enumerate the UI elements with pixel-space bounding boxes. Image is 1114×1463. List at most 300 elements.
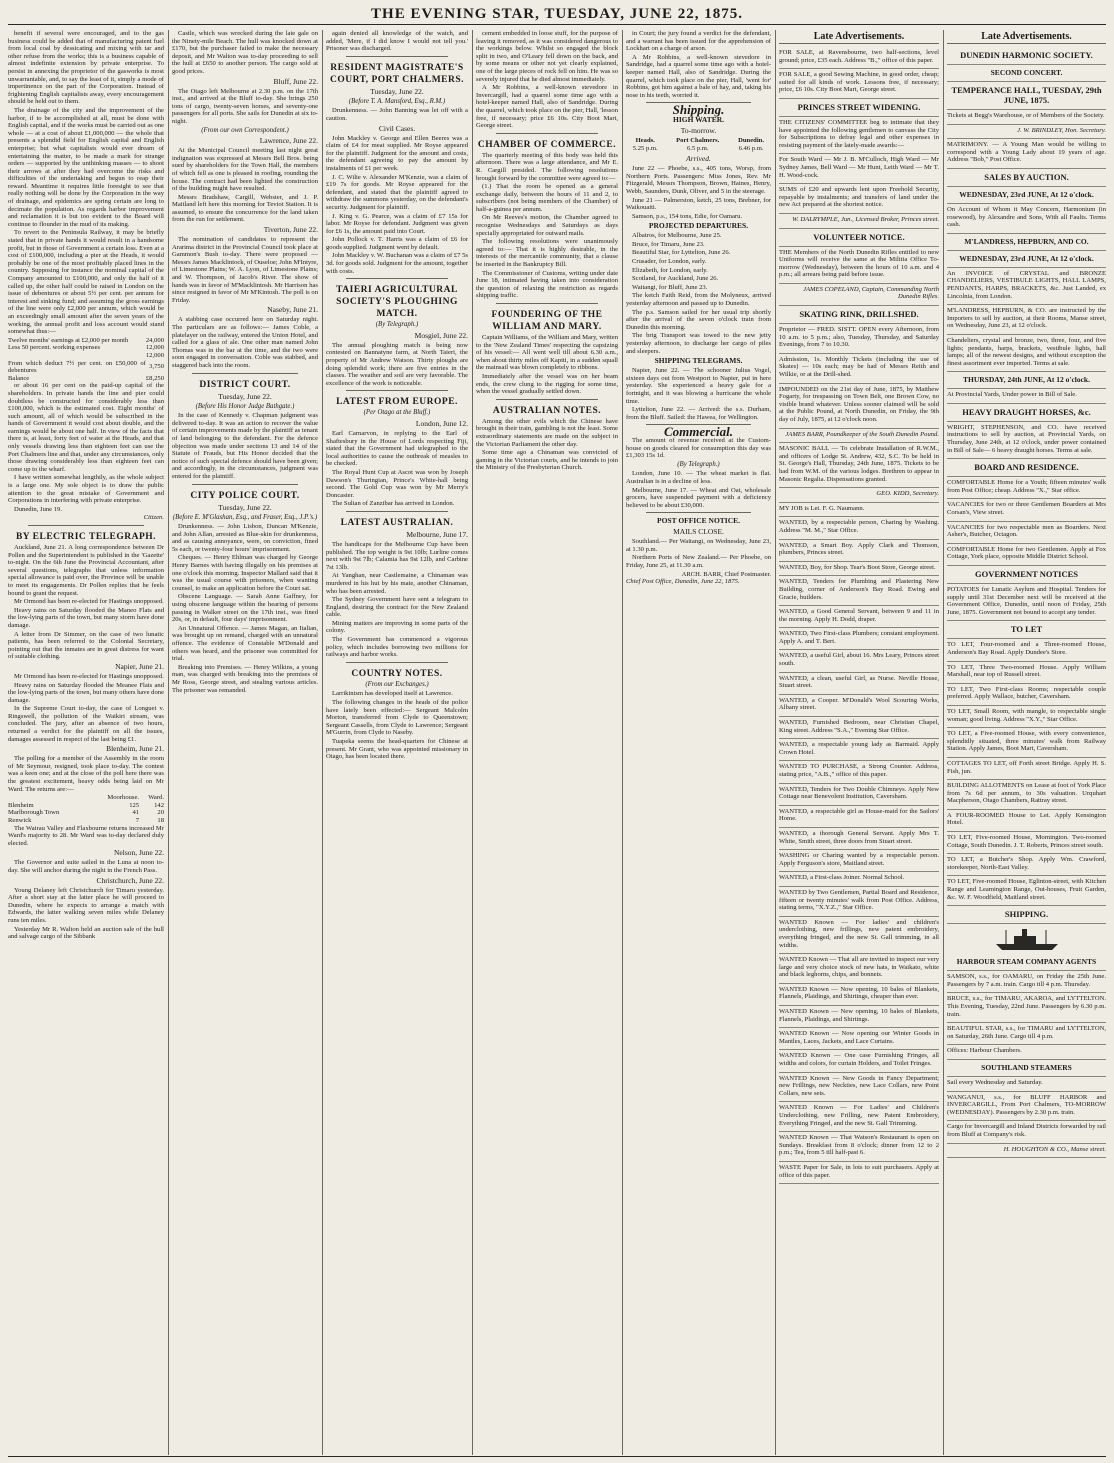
article-paragraph: Mr Ormond has been re-elected for Hastings unopposed.	[14, 598, 164, 606]
separator	[646, 512, 751, 513]
advertisement	[779, 517, 939, 539]
col5-paras-g	[626, 538, 771, 569]
ad-text: SAMSON, s.s., for OAMARU, on Friday the 25th June. Passengers by 7 a.m. train. Cargo till 4 p.m. Thursday.	[947, 973, 1106, 988]
ad-text: WANTED, a First-class Joiner. Normal School.	[779, 874, 905, 882]
article-paragraph: Castle, which was wrecked during the late gale on the Ninety-mile Beach. The hull was knocked down at £170, but the purchaser failed to make the necessary deposit, and Mr Walton was to-day proceeding to sell the hull at £650 to another person. The cargo sold at good prices.	[172, 30, 318, 75]
advertisement	[779, 324, 939, 354]
australian-heading: LATEST AUSTRALIAN.	[340, 517, 454, 528]
dateline: Lawrence, June 22.	[259, 136, 318, 146]
advertisement	[779, 117, 939, 154]
advertisement	[947, 305, 1106, 335]
article-paragraph: To revert to the Peninsula Railway, it may be briefly stated that in private hands it would result in a handsome profit, but in those of Government a certain loss. Even at a cost of £100,000, including a pier at the Heads, it would probably be one of the most profitably placed lines in the country. Supposing for instance the nominal capital of the Company amounted to £100,000, and only the half of it called up, the other half could be raised in London on the issue of debentures or about 5½ per cent. per annum for interest and sinking fund; and assuming the gross earnings of the line were only £2,000 per annum, which would be an exceedingly small amount after the seven years of the working, the annual profit and loss account would stand somewhat thus:—	[8, 229, 164, 336]
article-paragraph: Young Delaney left Christchurch for Timaru yesterday. After a short stay at the latter place he will proceed to Dunedin, where he expects to arrange a match with Edwards, the latter walking seven miles while Delaney runs ten miles.	[8, 886, 164, 924]
col2-paras-e	[172, 316, 318, 369]
by-telegraph: (By Telegraph.)	[375, 321, 419, 329]
ad-text: WANTED, Tenders for Two Double Chimneys. Apply New Cottage near Benevolent Institution, Caversham.	[779, 785, 939, 801]
ad-text: WANTED, a thorough General Servant. Apply Mrs T. White, Smith street, three doors from Stuart street.	[779, 829, 939, 845]
col2-paras-g	[172, 523, 318, 694]
article-paragraph: Heavy rains on Saturday flooded the Maneo Flats and the low-lying parts of the town, but many storm have done damage.	[8, 606, 164, 629]
steamship-icon	[947, 926, 1106, 952]
advertisement	[779, 739, 939, 761]
col2-paras-d	[172, 236, 318, 304]
ad-text: FOR SALE, a good Sewing Machine, in good order, cheap; suited for all kinds of work. Lessons free, if necessary; price, £6 10s. City Boot Mart, George street.	[779, 71, 939, 94]
dateline: Mosgiel, June 22.	[414, 330, 468, 340]
article-paragraph: Earl Carnarvon, in replying to the Earl of Shaftesbury in the House of Lords respecting Fiji, stated that the Government had telegraphed to the local authorities to cause the outbreak of measles to be checked.	[326, 430, 468, 468]
calc-row	[8, 344, 164, 352]
col4-paras-a	[476, 30, 618, 130]
ad-text: Cargo for Invercargill and Inland Districts forwarded by rail from Bluff at Company's risk.	[947, 1123, 1106, 1138]
article-paragraph: The annual ploughing match is being now contested on Bannatyne farm, at North Taieri, the property of Mr Andrew Watson. Thirty ploughs are doing splendid work; there are five entries in the classes. The weather and soil are very favorable. The excellence of the work is noticeable.	[326, 341, 468, 387]
col3-paras-e	[326, 430, 468, 508]
ad-text: WANTED Known — Now opening our Winter Goods in Mantles, Laces, Jackets, and Lace Curtains.	[779, 1030, 939, 1045]
advertisement	[947, 372, 1106, 389]
ad-text: WANTED Known — New opening, 10 bales of Blankets, Flannels, Plaidings, and Shirtings.	[779, 1008, 939, 1023]
advertisement	[779, 872, 939, 887]
advertisement	[947, 810, 1106, 832]
article-paragraph: The nomination of candidates to represent the Ararima district in the Provincial Council took place at Gammon's Bush to-day. There were proposed — Messrs James Macklintock, of Ouseloe; John M'Intyre, of Limestone Plains; W. A. Lyon, of Limestone Plains; and W. Thompson, of Jacob's River. The show of hands was in favor of M'Macklintosh. Mr Harrison has since resigned in favor of Mr M'Kintosh. The poll is on Friday.	[172, 236, 318, 304]
col1-paras-e	[8, 755, 164, 793]
correspondent-note: (From our own Correspondent.)	[201, 126, 289, 134]
article-paragraph: Northern Ports of New Zealand.— Per Phoebe, on Friday, June 25, at 11.30 a.m.	[626, 554, 771, 570]
police-court-heading: CITY POLICE COURT.	[190, 490, 300, 501]
high-water-heading: HIGH WATER.	[673, 114, 724, 124]
separator	[346, 390, 448, 391]
article-paragraph: Drunkenness. — John Banning was let off with a caution.	[326, 107, 468, 122]
article-paragraph: John Pollock v. T. Harris was a claim of £6 for goods supplied. Judgment went by default.	[326, 236, 468, 251]
shipping-telegrams-heading: SHIPPING TELEGRAMS.	[654, 356, 743, 366]
ad-text: SKATING RINK, DRILLSHED.	[799, 309, 919, 320]
col2-paras-f	[172, 412, 318, 480]
separator	[346, 662, 448, 663]
europe-source: (Per Otago at the Bluff.)	[363, 409, 431, 417]
article-paragraph: Auckland, June 21. A long correspondence between Dr Pollen and the Superintendent is published in the 'Gazette' to-night. On the 6th June the Provincial Accountant, after several questions, telegraphs that unless information special allowance is paid over, the Province will be unable to meet its engagements. Dr Pollen replies that he feels bound to grant the request.	[8, 544, 164, 597]
tomorrow-label: To-morrow.	[680, 125, 717, 135]
ad-text: WANTED Known — New Goods in Fancy Department; new Frillings, new Neckties, new Lace Collars, new Point Collars, new sets.	[779, 1074, 939, 1097]
advertisement	[947, 758, 1106, 780]
advertisement	[947, 876, 1106, 906]
advertisement	[947, 422, 1106, 459]
advertisement	[779, 354, 939, 384]
ad-text: TO LET, Four-roomed and a Three-roomed House, Anderson's Bay Road. Apply Dundee's Store.	[947, 641, 1106, 656]
ad-text: WANTED, Boy, for Shop. Tear's Boot Store, George street.	[779, 563, 936, 571]
ad-text: SALES BY AUCTION.	[984, 171, 1069, 182]
letter-signature: Citizen.	[143, 514, 164, 522]
article-paragraph: Mining matters are improving in some parts of the colony.	[326, 619, 468, 635]
advertisement	[947, 1023, 1106, 1045]
article-paragraph: Scotland, for Auckland, June 26.	[632, 275, 719, 283]
court-judge: (Before E. M'Glashan, Esq., and Fraser, Esq., J.P.'s.)	[172, 513, 318, 521]
col1-paras-b	[8, 382, 164, 513]
advertisement	[779, 214, 939, 229]
column-divider	[322, 30, 323, 1455]
ad-text: WASTE Paper for Sale, in lots to suit purchasers. Apply at office of this paper.	[779, 1163, 939, 1179]
dateline: Tiverton, June 22.	[263, 225, 318, 235]
advertisement	[779, 606, 939, 628]
article-paragraph: The Otago left Melbourne at 2.30 p.m. on the 17th inst., and arrived at the Bluff to-day. She brings 250 tons of cargo, twenty-seven horses, and seventy-one passengers for all ports. She sails for Dunedin at six to-night.	[172, 87, 318, 125]
ad-text: WANTED Known — Now opening, 10 bales of Blankets, Flannels, Plaidings, and Shirtings, cheaper than ever.	[779, 985, 939, 1001]
article-paragraph: John Mackley v. W. Buchanan was a claim of £7 5s 3d. for goods sold. Judgment for the amount, together with costs.	[326, 252, 468, 275]
separator	[192, 484, 298, 485]
article-paragraph: Drunkenness. — John Lisbon, Duncan M'Kenzie, and John Allan, arrested as Blue-skin for drunkenness, and as causing annoyance, were, on conviction, fined 5s each, or twenty-four hours' imprisonment.	[172, 523, 318, 553]
advertisement	[779, 503, 939, 518]
article-paragraph: The following resolutions were unanimously agreed to:— That it is highly desirable, in the interests of the mercantile community, that a clause be inserted in the Bankruptcy Bill.	[476, 238, 618, 269]
ad-text: JAMES COPELAND, Captain, Commanding North Dunedin Rifles.	[803, 285, 939, 301]
advertisement	[779, 488, 939, 503]
article-paragraph: On Mr Reeves's motion, the Chamber agreed to recognise Wednesdays and Saturdays as days specially appropriated for outward mails.	[476, 214, 618, 237]
advertisement	[947, 204, 1106, 234]
advertisement	[947, 139, 1106, 169]
ad-text: For South Ward — Mr J. B. M'Culloch, High Ward — Mr Sydney James, Bell Ward — Mr Hunt, Leith Ward — Mr T. H. Wood-cock.	[779, 156, 939, 179]
column-3	[326, 30, 468, 1455]
poll-cell: 142	[154, 801, 164, 809]
ad-text: WANGANUI, s.s., for BLUFF HARBOR and INVERCARGILL, From Port Chalmers, TO-MORROW (WEDNESDAY). Passengers by 2.30 p.m. train.	[947, 1093, 1106, 1116]
advertisement	[779, 850, 939, 872]
ad-text: WANTED Known — For Ladies' and Children's Underclothing, new Frilling, new Patent Embroidery, Everything Fringed, and the new St. Gall Trimming.	[779, 1104, 939, 1127]
article-paragraph: June 21 — Palmerston, ketch, 25 tons, Brebner, for Waikouaiti.	[626, 196, 771, 212]
advertisement	[947, 662, 1106, 684]
ad-section-heading	[947, 621, 1106, 639]
article-paragraph: Beautiful Star, for Lyttelton, June 26.	[632, 249, 731, 257]
ad-text: WANTED Known — That Watson's Restaurant is open on Sundays. Breakfast from 8 o'clock; dinner from 12 to 2 p.m.; Tea, from 5 till half-past 6.	[779, 1134, 939, 1157]
poll-cell	[8, 794, 89, 802]
ad-text: SECOND CONCERT.	[990, 68, 1063, 77]
ad-text: Chandeliers, crystal and bronze, two, three, four, and five lights; pendants, harps, brackets, vestibule lights, hall lamps; all of the newest designs, and without exception the finest assortment ever imported. Terms at sale.	[947, 336, 1106, 367]
poll-cell: Moorhouse.	[107, 794, 140, 802]
advertisement	[779, 806, 939, 828]
separator	[496, 303, 598, 304]
poll-cell: 18	[157, 817, 164, 824]
calc-label	[8, 352, 146, 360]
advertisement	[947, 971, 1106, 993]
article-paragraph: A stabbing case occurred here on Saturday night. The particulars are as follows:— James Coble, a platelayer on the railway, entered the Union Hotel, and called for a glass of ale. One other man named John Thomas was in the bar at the time, and the two were soon engaged in conversation. Coble was stabbed, and staggered back into the room.	[172, 316, 318, 369]
ad-section-heading	[947, 459, 1106, 477]
calc-label: Twelve months' earnings at £2,000 per month	[8, 336, 129, 344]
tide-place: Heads.	[635, 136, 655, 144]
article-paragraph: Captain Williams, of the William and Mary, written to the 'New Zealand Times' respecting the capsizing of his vessel:— All went well till about 6.30 a.m., when about thirty miles off Kapiti, in a sudden squall the mainsail was blown completely to ribbons.	[476, 334, 618, 372]
ad-text: TO LET, a Butcher's Shop. Apply Wm. Crawford, storekeeper, North-East Valley.	[947, 856, 1106, 871]
postmaster-signature: ARCH. BARR, Chief Postmaster.	[681, 570, 771, 578]
post-office-heading: POST OFFICE NOTICE.	[656, 516, 740, 526]
column-4	[476, 30, 618, 1455]
ad-text: At Provincial Yards, Under power in Bill of Sale.	[947, 391, 1077, 399]
poll-row	[8, 817, 164, 825]
ad-text: WANTED, Tenders for Plumbing and Plastering New Building, corner of Anderson's Bay Road. Ewing and Gracie, builders.	[779, 578, 939, 601]
ad-text: SUMS of £20 and upwards lent upon Freehold Security, repayable by instalments; and transfers of land under the new Act prepared at the shortest notice.	[779, 186, 939, 209]
dateline: Naseby, June 21.	[267, 305, 318, 315]
calc-value: £8,250	[145, 374, 164, 382]
advertisement	[947, 335, 1106, 372]
column-divider	[943, 30, 944, 1455]
advertisement	[947, 251, 1106, 268]
article-paragraph: Larrikinism has developed itself at Lawrence.	[332, 690, 453, 698]
calc-row	[8, 360, 164, 375]
column-divider	[775, 30, 776, 1455]
ad-section-heading	[947, 906, 1106, 924]
article-paragraph: J. King v. G. Pearce, was a claim of £7 15s for labor. Mr Royse for defendant. Judgment was given for £6 1s, the amount paid into Court.	[326, 212, 468, 235]
advertisement	[947, 584, 1106, 621]
advertisement	[947, 1060, 1106, 1077]
separator	[28, 525, 144, 526]
ad-text: WANTED, a Good General Servant, between 9 and 11 in the morning. Apply H. Dodd, draper.	[779, 608, 939, 623]
advertisement	[779, 1162, 939, 1184]
ad-text: M'LANDRESS, HEPBURN, AND CO.	[964, 236, 1089, 246]
projected-departures-heading: PROJECTED DEPARTURES.	[648, 221, 749, 231]
article-paragraph: The handicaps for the Melbourne Cup have been published. The top weight is 9st 10lb; Lurline comes next with 9st 7lb; Calamia has 9st 12lb, and Carbine 7st 13lb.	[326, 540, 468, 571]
article-paragraph: The following changes in the heads of the police have lately been effected:— Sergeant Malcolm Morton, transferred from Clyde to Queenstown; Sergeant Cassells, from Clyde to Lawrence; Sergeant M'Gurrin, from Clyde to Naseby.	[326, 699, 468, 737]
article-paragraph: I have written somewhat lengthily, as the whole subject is a large one. My sole object is to draw the public attention to the great mistake of Government and Corporations in interfering with private enterprise.	[8, 474, 164, 505]
ad-section-heading	[779, 229, 939, 247]
court-judge: (Before His Honor Judge Bathgate.)	[195, 402, 295, 410]
column-6	[779, 30, 939, 1455]
commercial-heading: Commercial.	[664, 424, 733, 440]
article-paragraph: Southland.— Per Waitangi, on Wednesday, June 23, at 1.30 p.m.	[626, 538, 771, 553]
article-paragraph: The Governor and suite sailed in the Luna at noon to-day. She will anchor during the night in the French Pass.	[8, 859, 164, 874]
advertisement	[947, 389, 1106, 404]
ad-text: Admission, 1s. Monthly Tickets (including the use of Skates) — 10s each; may be had of Messrs Reith and Wilkie, or at the Drill-shed.	[779, 355, 939, 379]
ad-text: COTTAGES TO LET, off Forth street Bridge. Apply H. S. Fish, jun.	[947, 759, 1106, 775]
advertisement	[947, 706, 1106, 728]
ad-text: BOARD AND RESIDENCE.	[974, 462, 1079, 473]
late-ads-heading: Late Advertisements.	[779, 30, 939, 44]
ad-text: MATRIMONY. — A Young Man would be willing to correspond with a Young Lady about 19 years of age. Address "Bob," Post Office.	[947, 141, 1106, 164]
tide-time: 5.25 p.m.	[632, 144, 658, 152]
ad-text: WANTED, Furnished Bedroom, near Christian Chapel, King street. Address "S.A.," Evening Star Office.	[779, 719, 939, 734]
article-paragraph: The p.s. Samson sailed for her usual trip shortly after the arrival of the seven o'clock train from Dunedin this morning.	[626, 308, 771, 331]
ad-text: BEAUTIFUL STAR, s.s., for TIMARU and LYTTELTON, on Saturday, 26th June. Cargo till 4 p.m.	[947, 1025, 1106, 1040]
ad-text: WANTED, a respectable young lady as Barmaid. Apply Crown Hotel.	[779, 741, 939, 756]
ad-text: WRIGHT, STEPHENSON, and CO. have received instructions to sell by auction, at Provincial Yards, on Thursday, June 24th, at 12 o'clock, under power contained in Bill of Sale— 6 heavy draught horses. Terms at sale.	[947, 423, 1106, 454]
article-paragraph: At Yanghan, near Castlemaine, a Chinaman was murdered in his hut by his mate, another Chinaman, who has been arrested.	[326, 572, 468, 595]
calc-row	[8, 375, 164, 383]
ad-text: Proprietor — FRED. SISTT. OPEN every Afternoon, from 10 a.m. to 5 p.m.; also, Tuesday, Thursday, and Saturday Evenings, from 7 to 10.30.	[779, 326, 939, 349]
col3-paras-c	[326, 135, 468, 276]
article-paragraph: The Sultan of Zanzibar has arrived in London.	[332, 500, 455, 508]
ad-text: J. W. BRINDLEY, Hon. Secretary.	[1017, 126, 1106, 134]
poll-cell: 41	[132, 809, 140, 817]
article-paragraph: June 22 — Phoebe, s.s., 405 tons, Worsp, from Northern Ports. Passengers: Miss Jones, Rev. Mr Fitzgerald, Messrs Thompson, Brown, Haines, Henry, Webb, Saunders, Dunk, Oliver, and 5 in the steerage.	[626, 165, 771, 195]
dateline: Nelson, June 22.	[114, 848, 164, 858]
article-paragraph: A Mr Robbins, a well-known stevedore in Invercargill, had a quarrel some time ago with a hotel-keeper named Hall, also of Sandridge. During the quarrel, which took place on the pier, Hall, 'lesson free, if necessary; price £6 10s. City Boot Mart, George street.	[476, 84, 618, 130]
ad-section-heading	[779, 306, 939, 324]
advertisement	[779, 954, 939, 984]
advertisement	[779, 284, 939, 306]
advertisement	[779, 562, 939, 577]
advertisement	[947, 544, 1106, 566]
advertisement	[779, 443, 939, 488]
article-paragraph: Immediately after the vessel was on her beam ends, the crew clung to the rigging for some time, when the vessel gradually settled down.	[476, 372, 618, 396]
ad-text: POTATOES for Lunatic Asylum and Hospital. Tenders for supply until 31st December next will be received at the Government Office, Dunedin, until noon of Friday, 25th June, 1875. Government not bound to accept any tender.	[947, 586, 1106, 616]
article-paragraph: Elizabeth, for London, early.	[632, 266, 708, 274]
advertisement	[779, 47, 939, 69]
article-paragraph: Obscene Language. — Sarah Anne Gaffney, for using obscene language within the hearing of persons passing in Walker street on the 17th inst., was fined 20s, or, in default, four days' imprisonment.	[172, 593, 318, 624]
advertisement	[779, 429, 939, 444]
separator	[346, 278, 448, 279]
col2-paras-b	[172, 88, 318, 126]
ad-text: WANTED TO PURCHASE, a Strong Counter. Address, stating price, "A.B.," office of this paper.	[779, 763, 939, 778]
ad-text: VOLUNTEER NOTICE.	[813, 231, 905, 242]
advertisement	[947, 639, 1106, 661]
ad-text: MY JOB is Let. F. G. Naumann.	[779, 504, 865, 512]
col3-paras-g	[326, 690, 468, 760]
ad-text: WANTED Known — One case Furnishing Fringes, all widths and colors, for curtain Holders, and Toilet Fringes.	[779, 1052, 939, 1068]
advertisement	[947, 125, 1106, 140]
ad-text: SOUTHLAND STEAMERS	[981, 1062, 1072, 1072]
ad-text: WANTED by Two Gentlemen, Partial Board and Residence, fifteen or twenty minutes' walk from Post Office. Address, stating terms, "X.Y.Z.," Star Office.	[779, 888, 939, 912]
advertisement	[947, 477, 1106, 499]
dateline: Christchurch, June 22.	[96, 875, 164, 885]
ad-text: WEDNESDAY, 23rd JUNE, At 12 o'clock.	[959, 189, 1094, 199]
col5-paras-d	[626, 367, 771, 421]
col1-paras-c	[8, 544, 164, 661]
col5-paras-a	[626, 30, 771, 99]
ad-text: TO LET, Five-roomed House, Eglinton-street, with Kitchen Range and Leamington Range, Out-houses, Fruit Garden, &c. W. F. Woodfield, Maitland street.	[947, 878, 1106, 901]
dateline: London, June 12.	[415, 419, 468, 428]
col5-paras-e	[626, 437, 771, 460]
ad-text: Tickets at Begg's Warehouse, or of Members of the Society.	[947, 112, 1105, 119]
advertisement	[947, 854, 1106, 876]
william-mary-heading: FOUNDERING OF THE WILLIAM AND MARY.	[491, 310, 603, 332]
ad-text: TEMPERANCE HALL, TUESDAY, 29th JUNE, 1875.	[951, 85, 1102, 105]
civil-cases-heading: Civil Cases.	[378, 123, 416, 133]
column-divider	[472, 30, 473, 1455]
advertisement	[779, 69, 939, 99]
separator	[346, 511, 448, 512]
separator	[192, 373, 298, 374]
ad-section-heading	[947, 47, 1106, 65]
court-date: Tuesday, June 22.	[370, 86, 424, 96]
advertisement	[947, 1121, 1106, 1143]
article-paragraph: The drainage of the city and the improvement of the harbor, if to be accomplished at all, must be done with English capital, and if the works must be carried out as one whole — at a cost of about £1,000,000 — the whole that presents a splendid field for English capital and English enterprise; but what capitalists would ever dream of entertaining the matter, to be made a mark for strange orders — supported by the unthinking masses — to shoot their arrows at after they had overcome the risks and difficulties of the undertaking and begun to reap their reward. Meantime it requires little foresight to see that really nothing will be done by the Corporation in the way of drainage, and epidemics are spring certain are long to decimate the population. As regards harbor improvement and reclamation it is but too evident to the Board will continue to flounder in the mud of its making.	[8, 106, 164, 228]
advertisement	[779, 1006, 939, 1028]
advertisement	[779, 576, 939, 606]
ad-text: W. DALRYMPLE, Jun., Licensed Broker, Princes street.	[792, 215, 939, 223]
ad-text: TO LET	[1010, 624, 1043, 635]
ad-text: WANTED Known — That all are invited to inspect our very large and very choice stock of new hats, in Waikato, white and black leghorns, chips, and bonnets.	[779, 956, 939, 979]
revenue-calculation	[8, 337, 164, 383]
ad-section-heading	[947, 169, 1106, 187]
article-paragraph: The Government has commenced a vigorous policy, which includes borrowing two millions for railways and harbor works.	[326, 636, 468, 659]
poll-row	[8, 809, 164, 817]
article-paragraph: A Mr Robbins, a well-known stevedore in Sandridge, had a quarrel some time ago with a hotel-keeper named Hall, also of Sandridge. During the quarrel, which took place on the pier, Hall, 'went for' Robbins, got him against a bale of hay, and, taking his nose in his teeth, worried it.	[626, 53, 771, 99]
poll-cell: Ward.	[148, 794, 164, 802]
bottom-rule	[8, 1456, 1106, 1457]
article-paragraph: Lyttelton, June 22. — Arrived: the s.s. Durham, from the Bluff. Sailed: the Hawea, for Wellington.	[626, 406, 771, 421]
col4-paras-d	[476, 418, 618, 472]
ad-text: WANTED, Two First-class Plumbers; constant employment. Apply A. and T. Bert.	[779, 630, 939, 645]
dateline: Napier, June 21.	[115, 661, 164, 671]
ad-text: On Account of Whom it May Concern, Harmonium (in rosewood), by Alexandre and Sons, With all Faults. Terms cash.	[947, 205, 1106, 229]
ad-text: WEDNESDAY, 23rd JUNE, At 12 o'clock.	[959, 253, 1094, 263]
advertisement	[779, 761, 939, 783]
calc-row	[8, 352, 164, 360]
article-paragraph: The polling for a member of the Assembly in the room of Mr Seymour, resigned, took place to-day. The contest was a keen one; and at the close of the poll here there was the greatest excitement, heavy odds being laid on Mr Ward. The returns are:—	[8, 755, 164, 793]
ad-text: HARBOUR STEAM COMPANY AGENTS	[956, 957, 1097, 967]
article-paragraph: The amount of revenue received at the Custom-house on goods cleared for consumption this day was £1,303 15s 1d.	[626, 436, 771, 460]
shipping-heading: Shipping.	[672, 102, 725, 118]
departures-list	[626, 232, 771, 291]
ad-text: PRINCES STREET WIDENING.	[797, 101, 921, 112]
advertisement	[779, 1050, 939, 1072]
article-paragraph: Yesterday Mr R. Walton held an auction sale of the hull and salvage cargo of the Sibbank	[8, 925, 164, 941]
court-date: Tuesday, June 22.	[218, 502, 272, 512]
ad-text: H. HOUGHTON & CO., Manse street.	[1003, 1145, 1106, 1153]
article-paragraph: The quarterly meeting of this body was held this afternoon. There was a large attendance, and Mr E. R. Cargill presided. The following resolutions brought forward by the committee were agreed to:—	[476, 151, 618, 182]
col3-paras-d	[326, 342, 468, 388]
article-paragraph: Albatros, for Melbourne, June 25.	[632, 232, 722, 240]
poll-cell: 7	[135, 817, 140, 824]
advertisement	[779, 540, 939, 562]
resident-court-heading: RESIDENT MAGISTRATE'S COURT, PORT CHALMERS.	[329, 62, 465, 85]
dateline: Melbourne, June 17.	[406, 529, 468, 539]
ad-text: WANTED, by a respectable person, Charing by Washing. Address "M. M.," Star Office.	[779, 519, 939, 534]
arrived-label: Arrived.	[686, 154, 711, 164]
col3-paras-f	[326, 541, 468, 659]
article-paragraph: (1.) That the room be opened as a general exchange daily, between the hours of 11 and 2, to subscribers (not being members of the Chamber) of half-a-guinea per annum.	[476, 183, 618, 213]
post-office-date: Chief Post Office, Dunedin, June 22, 1875.	[626, 578, 740, 586]
calc-value: 24,000	[145, 336, 164, 344]
article-paragraph: Breaking into Premises. — Henry Wilkins, a young man, was charged with breaking into the premises of Mr Ross, George street, and stealing various articles. The prisoner was remanded.	[172, 663, 318, 694]
advertisement	[947, 187, 1106, 204]
column-7	[947, 30, 1106, 1455]
ad-text: THE CITIZENS' COMMITTEE beg to intimate that they have appointed the following gentlemen to canvass the City for Subscriptions to defray legal and other expenses in resisting payment of the lately-made awards:—	[779, 118, 939, 149]
late-ads-list	[779, 47, 939, 1184]
ad-text: FOR SALE, at Ravensbourne, two half-sections, level ground; price, £35 each. Address "B.," office of this paper.	[779, 49, 939, 64]
ad-text: SHIPPING.	[1004, 909, 1049, 920]
article-paragraph: Some time ago a Chinaman was convicted of gaming in the Victorian courts, and he intends to join the Ministry of the Presbyterian Church.	[476, 449, 618, 472]
advertisement	[779, 887, 939, 917]
ad-text: MASONIC BALL — To celebrate Installation of R.W.M., and officers of Lodge St. Andrew, 432, S.C. To be held in St. George's Hall, Thursday, 24th June, 1875. Tickets to be had from W.M. of the various lodges. Brethren to appear in Masonic Regalia. Dispensations granted.	[779, 445, 939, 483]
col4-paras-b	[476, 152, 618, 300]
article-paragraph: A letter from Dr Simmer, on the case of two lunatic patients, has been referred to the Colonial Secretary, pointing out that the inmates are in great distress for want of suitable clothing.	[8, 630, 164, 661]
ad-text: WANTED, a clean, useful Girl, as Nurse. Neville House, Stuart street.	[779, 674, 939, 690]
ad-text: HEAVY DRAUGHT HORSES, &c.	[962, 406, 1091, 417]
australian-notes-heading: AUSTRALIAN NOTES.	[492, 405, 602, 416]
article-paragraph: The Sydney Government have sent a telegram to England, desiring the contract for the New Zealand cable.	[326, 596, 468, 619]
advertisement	[779, 917, 939, 954]
article-paragraph: J. C. Wilie v. Alexander M'Kenzie, was a claim of £19 7s for goods. Mr Royse appeared for the defendant, and stated that the plaintiff agreed to withdraw the summons yesterday, on the defendant's security. Judgment for plaintiff.	[326, 173, 468, 211]
article-paragraph: Cheques. — Henry Ehlman was charged by George Henry Barnes with having illegally on his premises at one o'clock this morning. Inspector Mallard said that it was the usual course with prisoners, when wanting counsel, to make an application before the Court sat.	[172, 554, 318, 592]
poll-cell: Renwick	[8, 817, 32, 824]
masthead-rule	[8, 24, 1106, 25]
col5-paras-f	[626, 470, 771, 509]
ad-text: THE Members of the North Dunedin Rifles entitled to new Uniforms will receive the same at the Militia Office To-morrow (Wednesday), between the hours of 10 a.m. and 4 p.m.; all arrears being paid before issue.	[779, 248, 939, 279]
article-paragraph: Samson, p.s., 154 tons, Edie, for Oamaru.	[632, 212, 743, 220]
ad-text: TO LET, a Five-roomed House, with every convenience, splendidly situated, three minutes' walk from Railway Station. Apply James, Boot Mart, Caversham.	[947, 730, 1106, 753]
article-paragraph: The ketch Faith Reid, from the Molyneux, arrived yesterday afternoon and passed up to Dunedin.	[626, 292, 771, 308]
column-5	[626, 30, 771, 1455]
poll-cell: Marlborough Town	[8, 809, 60, 817]
advertisement	[779, 384, 939, 429]
court-date: Tuesday, June 22.	[218, 391, 272, 401]
ad-text: JAMES BARR, Poundkeeper of the South Dunedin Pound.	[785, 430, 939, 438]
article-paragraph: Tuapeka seems the head-quarters for Chinese at present. Mr Grant, who was appointed missionary in Otago, has been located there.	[326, 738, 468, 761]
calc-label: From which deduct 7½ per cent. on £50,000 of debentures	[8, 359, 146, 375]
advertisement	[947, 780, 1106, 810]
ad-text: WANTED Known — For ladies' and children's underclothing, new frillings, new patent embroidery, everything fringed, and the new St. Gall trimming, in all widths.	[779, 918, 939, 949]
separator	[346, 56, 448, 57]
calc-value: 12,000	[145, 351, 164, 359]
mails-close-label: MAILS CLOSE.	[673, 527, 724, 537]
ad-text: DUNEDIN HARMONIC SOCIETY.	[960, 50, 1093, 60]
advertisement	[947, 268, 1106, 305]
tide-table	[626, 137, 771, 152]
article-paragraph: The brig Transport was towed to the new jetty yesterday afternoon, to discharge her cargo of piles and sleepers.	[626, 332, 771, 355]
advertisement	[779, 673, 939, 695]
col5-paras-b	[626, 165, 771, 220]
tide-place: Dunedin.	[738, 136, 764, 144]
calc-row	[8, 337, 164, 345]
advertisement	[779, 717, 939, 739]
